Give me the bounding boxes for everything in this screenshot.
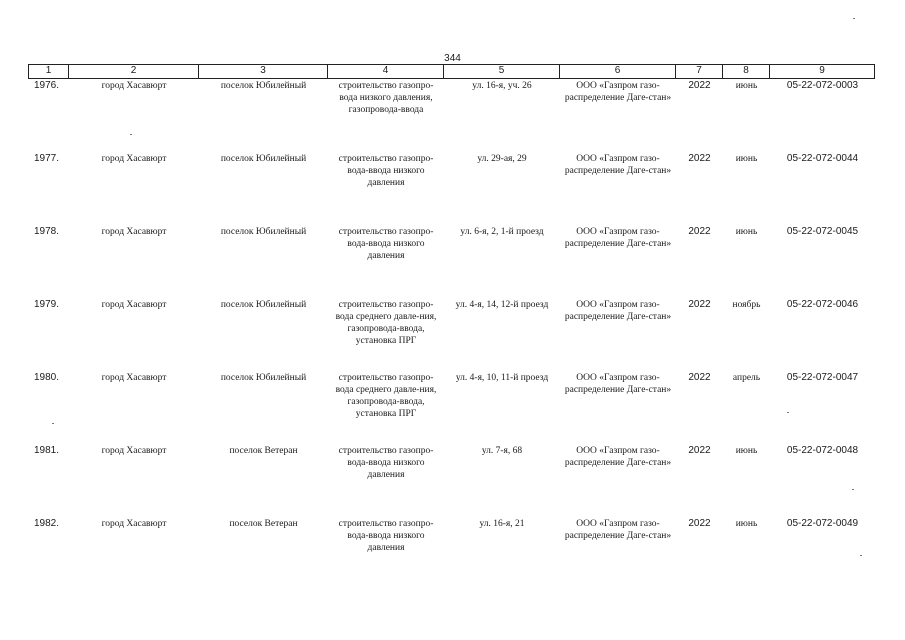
cell-settlement: поселок Ветеран xyxy=(229,519,298,529)
cell-num: 1976. xyxy=(34,80,60,91)
column-header-5: 5 xyxy=(444,65,560,78)
cell-year: 2022 xyxy=(688,80,711,91)
cell-settlement: поселок Ветеран xyxy=(229,446,298,456)
cell-settlement: поселок Юбилейный xyxy=(220,154,307,164)
table-row xyxy=(28,226,875,262)
cell-org: ООО «Газпром газо-распределение Даге-стан» xyxy=(564,519,672,541)
cell-address: ул. 29-ая, 29 xyxy=(477,154,527,164)
cell-code: 05-22-072-0049 xyxy=(786,518,859,529)
cell-num: 1980. xyxy=(34,372,60,383)
cell-year: 2022 xyxy=(688,226,711,237)
cell-month: июнь xyxy=(735,446,758,456)
cell-month: июнь xyxy=(735,81,758,91)
cell-city: город Хасавюрт xyxy=(101,81,167,91)
column-header-4: 4 xyxy=(328,65,444,78)
cell-work: строительство газопро-вода-ввода низкого давления xyxy=(338,519,434,553)
cell-num: 1979. xyxy=(34,299,60,310)
cell-org: ООО «Газпром газо-распределение Даге-стан» xyxy=(564,227,672,249)
cell-address: ул. 7-я, 68 xyxy=(481,446,523,456)
cell-code: 05-22-072-0048 xyxy=(786,445,859,456)
cell-code: 05-22-072-0003 xyxy=(786,80,859,91)
cell-month: июнь xyxy=(735,519,758,529)
cell-org: ООО «Газпром газо-распределение Даге-стан» xyxy=(564,373,672,395)
cell-year: 2022 xyxy=(688,299,711,310)
cell-month: апрель xyxy=(732,373,761,383)
cell-work: строительство газопро-вода-ввода низкого давления xyxy=(338,154,434,188)
cell-year: 2022 xyxy=(688,153,711,164)
cell-city: город Хасавюрт xyxy=(101,154,167,164)
cell-num: 1981. xyxy=(34,445,60,456)
table-row xyxy=(28,445,875,481)
cell-org: ООО «Газпром газо-распределение Даге-стан» xyxy=(564,81,672,103)
cell-city: город Хасавюрт xyxy=(101,300,167,310)
cell-month: июнь xyxy=(735,227,758,237)
cell-year: 2022 xyxy=(688,445,711,456)
column-header-3: 3 xyxy=(199,65,328,78)
cell-month: июнь xyxy=(735,154,758,164)
cell-settlement: поселок Юбилейный xyxy=(220,373,307,383)
cell-code: 05-22-072-0045 xyxy=(786,226,859,237)
column-header-9: 9 xyxy=(770,65,875,78)
cell-settlement: поселок Юбилейный xyxy=(220,81,307,91)
column-header-6: 6 xyxy=(560,65,676,78)
column-header-2: 2 xyxy=(69,65,199,78)
cell-num: 1977. xyxy=(34,153,60,164)
cell-city: город Хасавюрт xyxy=(101,227,167,237)
cell-org: ООО «Газпром газо-распределение Даге-стан» xyxy=(564,154,672,176)
cell-city: город Хасавюрт xyxy=(101,446,167,456)
table-row xyxy=(28,153,875,189)
table-row xyxy=(28,80,875,116)
cell-org: ООО «Газпром газо-распределение Даге-стан» xyxy=(564,446,672,468)
cell-work: строительство газопро-вода среднего давле-ния, газопровода-ввода, установка ПРГ xyxy=(335,373,437,419)
column-header-7: 7 xyxy=(676,65,723,78)
cell-work: строительство газопро-вода низкого давления, газопровода-ввода xyxy=(338,81,434,115)
cell-year: 2022 xyxy=(688,372,711,383)
cell-settlement: поселок Юбилейный xyxy=(220,300,307,310)
page-number: 344 xyxy=(444,53,461,64)
cell-address: ул. 6-я, 2, 1-й проезд xyxy=(460,227,544,237)
table-row xyxy=(28,518,875,554)
cell-settlement: поселок Юбилейный xyxy=(220,227,307,237)
table-row xyxy=(28,372,875,420)
cell-work: строительство газопро-вода-ввода низкого давления xyxy=(338,227,434,261)
cell-num: 1982. xyxy=(34,518,60,529)
cell-work: строительство газопро-вода-ввода низкого давления xyxy=(338,446,434,480)
cell-city: город Хасавюрт xyxy=(101,519,167,529)
cell-year: 2022 xyxy=(688,518,711,529)
table-header xyxy=(28,64,875,79)
cell-work: строительство газопро-вода среднего давле-ния, газопровода-ввода, установка ПРГ xyxy=(335,300,437,346)
cell-org: ООО «Газпром газо-распределение Даге-стан» xyxy=(564,300,672,322)
cell-city: город Хасавюрт xyxy=(101,373,167,383)
cell-address: ул. 16-я, 21 xyxy=(479,519,525,529)
cell-code: 05-22-072-0044 xyxy=(786,153,859,164)
column-header-8: 8 xyxy=(723,65,770,78)
cell-code: 05-22-072-0047 xyxy=(786,372,859,383)
column-header-1: 1 xyxy=(28,65,69,78)
cell-address: ул. 4-я, 14, 12-й проезд xyxy=(455,300,549,310)
cell-num: 1978. xyxy=(34,226,60,237)
cell-address: ул. 16-я, уч. 26 xyxy=(472,81,532,91)
table-row xyxy=(28,299,875,347)
cell-code: 05-22-072-0046 xyxy=(786,299,859,310)
cell-month: ноябрь xyxy=(732,300,761,310)
cell-address: ул. 4-я, 10, 11-й проезд xyxy=(455,373,549,383)
